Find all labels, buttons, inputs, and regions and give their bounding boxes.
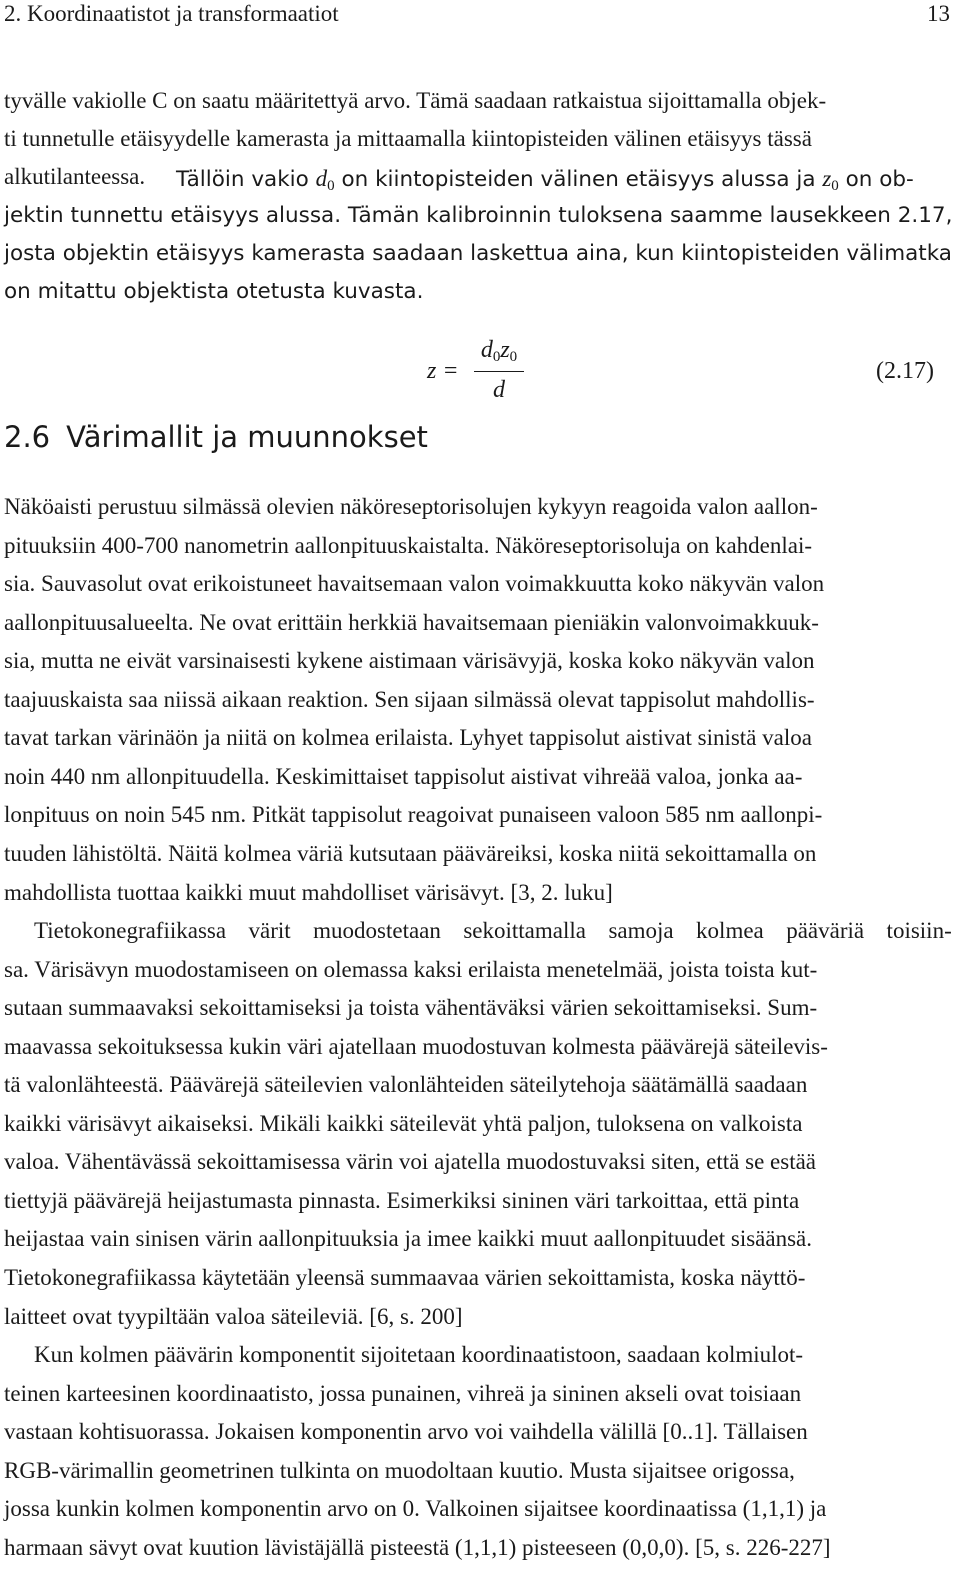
page-number: 13 xyxy=(927,1,950,26)
body-line: RGB-värimallin geometrinen tulkinta on muodoltaan kuutio. Musta sijaitsee origossa, xyxy=(4,1458,795,1483)
body-line: sa. Värisävyn muodostamiseen on olemassa kaksi erilaista menetelmää, joista toista kut- xyxy=(4,957,818,982)
chapter-title: 2. Koordinaatistot ja transformaatiot xyxy=(4,1,339,26)
sans-line: josta objektin etäisyys kamerasta saadaan laskettua aina, kun kiintopisteiden välimatka xyxy=(4,241,952,266)
body-line: noin 440 nm allonpituudella. Keskimittaiset tappisolut aistivat vihreää valoa, jonka aa- xyxy=(4,764,803,789)
fraction-bar xyxy=(474,371,524,372)
body-line: jossa kunkin kolmen komponentin arvo on 0. Valkoinen sijaitsee koordinaatissa (1,1,1) ja xyxy=(4,1496,827,1521)
body-line: tä valonlähteestä. Päävärejä säteilevien valonlähteiden säteilytehoja säätämällä saadaan xyxy=(4,1072,808,1097)
intro-line: ti tunnetulle etäisyydelle kamerasta ja mittaamalla kiintopisteiden välinen etäisyys tässä xyxy=(4,126,812,151)
body-line: harmaan sävyt ovat kuution lävistäjällä pisteestä (1,1,1) pisteeseen (0,0,0). [5, s. 226-227] xyxy=(4,1535,831,1560)
section-title: Värimallit ja muunnokset xyxy=(66,420,428,454)
sans-line: Tällöin vakio $d_0$ on kiintopisteiden välinen etäisyys alussa ja $z_0$ on ob- xyxy=(176,166,914,194)
body-line: tiettyjä päävärejä heijastumasta pinnasta. Esimerkiksi sininen väri tarkoittaa, että pinta xyxy=(4,1188,800,1213)
equation-lhs: z = xyxy=(427,358,459,384)
intro-line: alkutilanteessa. xyxy=(4,164,146,189)
body-line: vastaan kohtisuorassa. Jokaisen komponentin arvo voi vaihdella välillä [0..1]. Tällaisen xyxy=(4,1419,808,1444)
body-line: Näköaisti perustuu silmässä olevien näköreseptorisolujen kykyyn reagoida valon aallon- xyxy=(4,494,818,519)
equation-denominator: d xyxy=(493,377,505,404)
body-line: Kun kolmen päävärin komponentit sijoitetaan koordinaatistoon, saadaan kolmiulot- xyxy=(34,1342,804,1367)
body-line: teinen karteesinen koordinaatisto, jossa punainen, vihreä ja sininen akseli ovat toisiaan xyxy=(4,1381,802,1406)
equation-numerator: $d_0z_0$ xyxy=(480,337,518,365)
body-line: maavassa sekoituksessa kukin väri ajatellaan muodostuvan kolmesta päävärejä säteilevis- xyxy=(4,1034,828,1059)
body-line: mahdollista tuottaa kaikki muut mahdolliset värisävyt. [3, 2. luku] xyxy=(4,880,613,905)
running-header xyxy=(4,0,950,28)
sans-line: on mitattu objektista otetusta kuvasta. xyxy=(4,279,424,304)
body-line: taajuuskaista saa niissä aikaan reaktion. Sen sijaan silmässä olevat tappisolut mahdollis- xyxy=(4,687,815,712)
body-line: sia. Sauvasolut ovat erikoistuneet havaitsemaan valon voimakkuutta koko näkyvän valon xyxy=(4,571,825,596)
body-line: kaikki värisävyt aikaiseksi. Mikäli kaikki säteilevät yhtä paljon, tuloksena on valkoista xyxy=(4,1111,803,1136)
body-line: tuuden lähistöltä. Näitä kolmea väriä kutsutaan pääväreiksi, koska niitä sekoittamalla on xyxy=(4,841,817,866)
body-line: aallonpituusalueelta. Ne ovat erittäin herkkiä havaitsemaan pieniäkin valonvoimakkuuk- xyxy=(4,610,819,635)
body-line: tavat tarkan värinäön ja niitä on kolmea erilaista. Lyhyet tappisolut aistivat sinistä valoa xyxy=(4,725,812,750)
body-line: lonpituus on noin 545 nm. Pitkät tappisolut reagoivat punaiseen valoon 585 nm aallonpi- xyxy=(4,802,823,827)
sans-line: jektin tunnettu etäisyys alussa. Tämän kalibroinnin tuloksena saamme lausekkeen 2.17, xyxy=(4,203,953,228)
intro-line: tyvälle vakiolle C on saatu määritettyä arvo. Tämä saadaan ratkaistua sijoittamalla objek- xyxy=(4,88,827,113)
body-line: Tietokonegrafiikassa käytetään yleensä summaavaa värien sekoittamista, koska näyttö- xyxy=(4,1265,806,1290)
body-line: pituuksiin 400-700 nanometrin aallonpituuskaistalta. Näköreseptorisoluja on kahdenlai- xyxy=(4,533,813,558)
body-line: valoa. Vähentävässä sekoittamisessa värin voi ajatella muodostuvaksi siten, että se estää xyxy=(4,1149,817,1174)
section-number: 2.6 xyxy=(4,420,51,454)
equation-fraction xyxy=(474,338,524,402)
body-line: Tietokonegrafiikassa värit muodostetaan sekoittamalla samoja kolmea pääväriä toisiin- xyxy=(34,918,952,943)
section-heading xyxy=(4,420,428,454)
body-line: heijastaa vain sinisen värin aallonpituuksia ja imee kaikki muut aallonpituudet sisäänsä. xyxy=(4,1226,812,1251)
body-line: sia, mutta ne eivät varsinaisesti kykene aistimaan värisävyjä, koska koko näkyvän valon xyxy=(4,648,815,673)
body-line: sutaan summaavaksi sekoittamiseksi ja toista vähentäväksi värien sekoittamiseksi. Sum- xyxy=(4,995,818,1020)
equation-label: (2.17) xyxy=(876,358,934,384)
body-line: laitteet ovat tyypiltään valoa säteileviä. [6, s. 200] xyxy=(4,1304,463,1329)
